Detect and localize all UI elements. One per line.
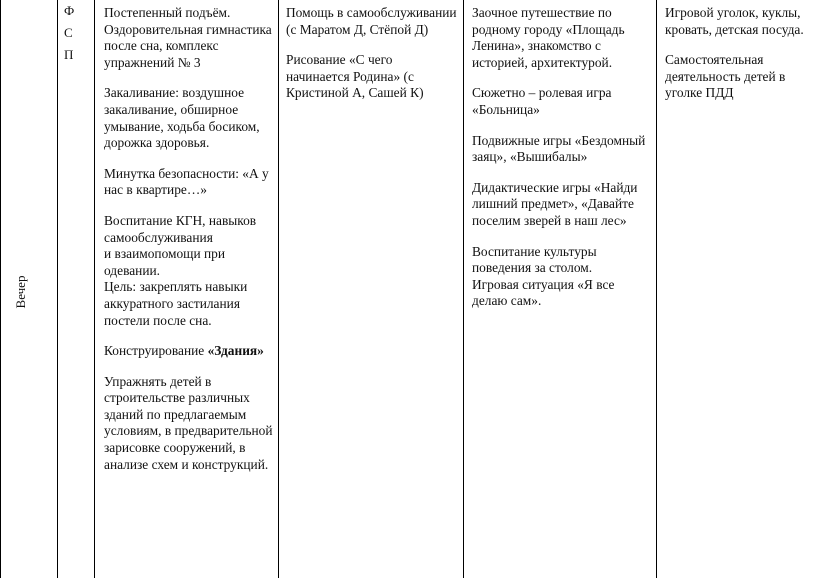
activity-text: Минутка безопасности: «А у нас в квартире…» bbox=[104, 165, 269, 198]
table-border bbox=[94, 0, 95, 578]
activity-line: Воспитание КГН, навыков самообслуживания bbox=[104, 212, 257, 245]
activity-text: Упражнять детей в строительстве различных зданий по предлагаемым условиям, в предварительной зарисовке сооружений, в анализе схем и конструкций. bbox=[104, 373, 273, 472]
activity-text bbox=[472, 244, 652, 310]
activity-text bbox=[104, 213, 274, 329]
environment-cell bbox=[665, 0, 816, 578]
row-label: Вечер bbox=[13, 275, 28, 309]
row-label-cell bbox=[0, 0, 57, 578]
group-activity-cell bbox=[472, 0, 652, 578]
activities-cell bbox=[104, 0, 274, 578]
activity-line: Конструирование bbox=[104, 343, 208, 359]
activity-text: Постепенный подъём. Оздоровительная гимнастика после сна, комплекс упражнений № 3 bbox=[104, 5, 272, 70]
activity-text: Самостоятельная деятельность детей в уголке ПДД bbox=[665, 52, 786, 101]
letter: Ф bbox=[64, 3, 75, 18]
bold-title: «Здания» bbox=[207, 343, 264, 359]
activity-text: Игровой уголок, куклы, кровать, детская посуда. bbox=[665, 5, 804, 37]
activity-text: Закаливание: воздушное закаливание, обширное умывание, ходьба босиком, дорожка здоровья. bbox=[104, 85, 260, 151]
activity-text: Заочное путешествие по родному городу «Площадь Ленина», знакомство с историей, архитектурой. bbox=[472, 5, 625, 70]
letters-cell bbox=[64, 0, 74, 66]
activity-line: Воспитание культуры поведения за столом. bbox=[472, 243, 597, 276]
activity-text: Помощь в самообслуживании (с Маратом Д, Стёпой Д) bbox=[286, 5, 457, 37]
letter: С bbox=[64, 25, 73, 40]
activity-line: Игровая ситуация «Я все делаю сам». bbox=[472, 276, 615, 309]
activity-text: Подвижные игры «Бездомный заяц», «Вышибалы» bbox=[472, 132, 646, 165]
table-border bbox=[278, 0, 279, 578]
activity-text: Сюжетно – ролевая игра «Больница» bbox=[472, 85, 612, 117]
activity-text bbox=[104, 343, 274, 360]
table-border bbox=[656, 0, 657, 578]
activity-text: Дидактические игры «Найди лишний предмет», «Давайте поселим зверей в наш лес» bbox=[472, 179, 638, 228]
activity-line: Цель: закреплять навыки аккуратного застилания постели после сна. bbox=[104, 279, 248, 328]
letter: П bbox=[64, 47, 74, 62]
table-border bbox=[463, 0, 464, 578]
activity-line: и взаимопомощи при одевании. bbox=[104, 246, 226, 278]
activity-text: Рисование «С чего начинается Родина» (с Кристиной А, Сашей К) bbox=[286, 52, 424, 101]
table-border bbox=[57, 0, 58, 578]
individual-work-cell bbox=[286, 0, 458, 578]
